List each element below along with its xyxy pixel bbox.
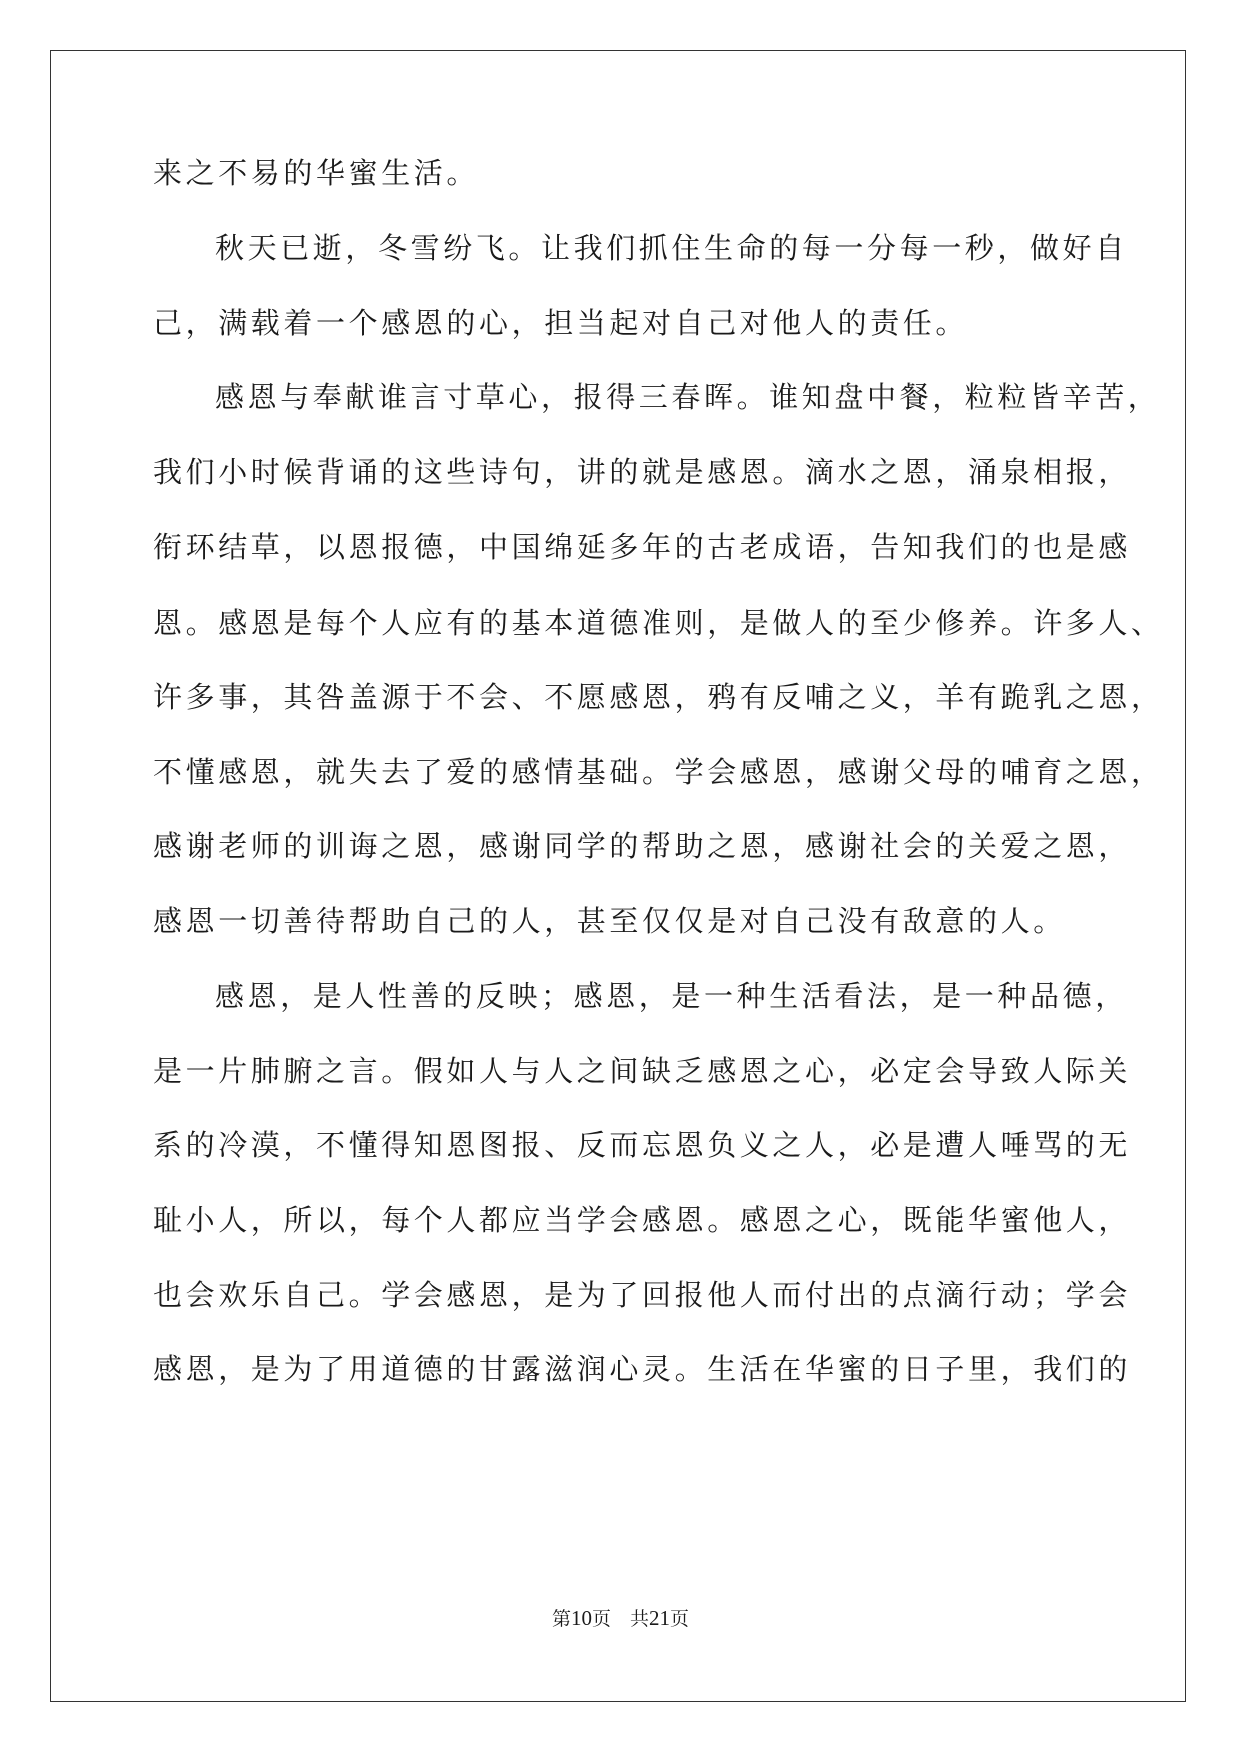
body-text-line: 不懂感恩，就失去了爱的感情基础。学会感恩，感谢父母的哺育之恩， xyxy=(153,755,1164,789)
body-text-line: 许多事，其咎盖源于不会、不愿感恩，鸦有反哺之义，羊有跪乳之恩， xyxy=(153,680,1164,714)
paragraph-start-line: 秋天已逝，冬雪纷飞。让我们抓住生命的每一分每一秒，做好自 xyxy=(215,231,1128,265)
footer-mid: 页 共 xyxy=(591,1608,649,1630)
body-text-line: 来之不易的华蜜生活。 xyxy=(153,156,480,190)
footer-prefix: 第 xyxy=(551,1608,571,1630)
body-text-line: 感恩，是为了用道德的甘露滋润心灵。生活在华蜜的日子里，我们的 xyxy=(153,1352,1132,1386)
paragraph-start-line: 感恩，是人性善的反映；感恩，是一种生活看法，是一种品德， xyxy=(215,979,1128,1013)
body-text-line: 系的冷漠，不懂得知恩图报、反而忘恩负义之人，必是遭人唾骂的无 xyxy=(153,1128,1132,1162)
page-number-footer xyxy=(0,1604,1241,1631)
paragraph-start-line: 感恩与奉献谁言寸草心，报得三春晖。谁知盘中餐，粒粒皆辛苦， xyxy=(215,380,1161,414)
page-border xyxy=(50,50,1186,1702)
body-text-line: 感恩一切善待帮助自己的人，甚至仅仅是对自己没有敌意的人。 xyxy=(153,904,1066,938)
body-text-line: 感谢老师的训诲之恩，感谢同学的帮助之恩，感谢社会的关爱之恩， xyxy=(153,829,1132,863)
body-text-line: 己，满载着一个感恩的心，担当起对自己对他人的责任。 xyxy=(153,306,969,340)
footer-suffix: 页 xyxy=(670,1608,690,1630)
body-text-line: 我们小时候背诵的这些诗句，讲的就是感恩。滴水之恩，涌泉相报， xyxy=(153,455,1132,489)
body-text-line: 衔环结草，以恩报德，中国绵延多年的古老成语，告知我们的也是感 xyxy=(153,530,1132,564)
body-text-line: 也会欢乐自己。学会感恩，是为了回报他人而付出的点滴行动；学会 xyxy=(153,1278,1132,1312)
current-page-number: 10 xyxy=(570,1606,592,1630)
body-text-line: 耻小人，所以，每个人都应当学会感恩。感恩之心，既能华蜜他人， xyxy=(153,1203,1132,1237)
body-text-line: 是一片肺腑之言。假如人与人之间缺乏感恩之心，必定会导致人际关 xyxy=(153,1054,1132,1088)
body-text-line: 恩。感恩是每个人应有的基本道德准则，是做人的至少修养。许多人、 xyxy=(153,606,1164,640)
total-page-count: 21 xyxy=(649,1606,670,1630)
